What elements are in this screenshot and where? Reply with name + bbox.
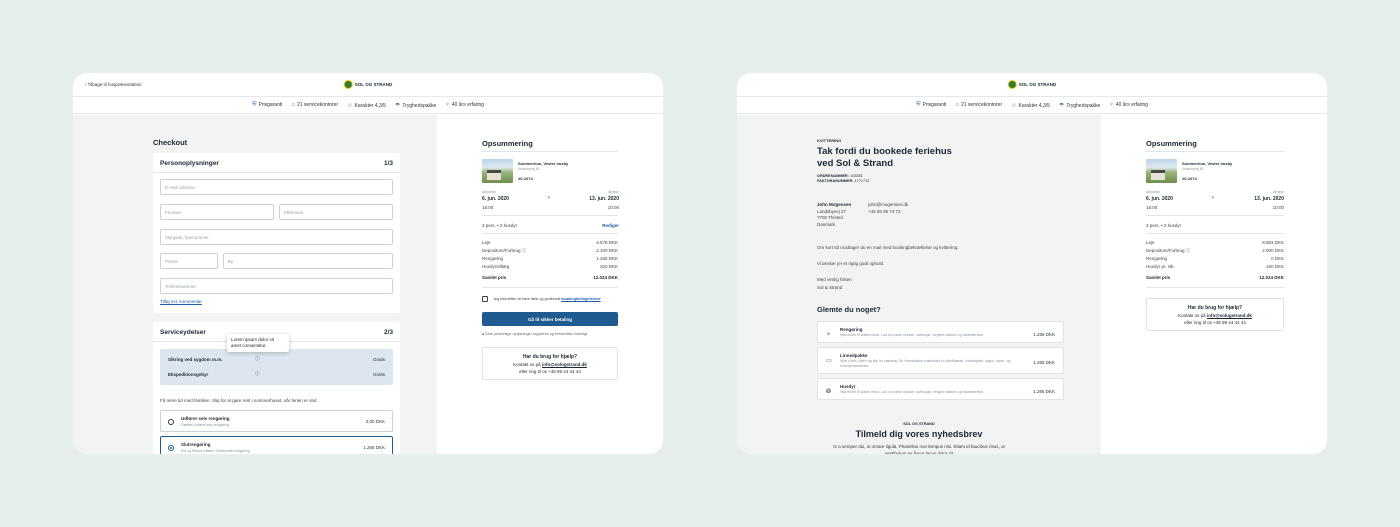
house-thumbnail (482, 159, 513, 183)
top-bar (737, 73, 1327, 97)
house-address: Vollerbyvej 81 (1182, 167, 1204, 171)
price-line: Leje 4.578 DKK (482, 240, 618, 245)
help-email-link[interactable]: info@sologstrand.dk (541, 362, 587, 367)
depart-time: 10:00 (1272, 205, 1284, 210)
summary-sidebar (1101, 115, 1327, 454)
help-box: Har du brug for hjælp? Kontakt os på info@solugstrand.dk eller ring til os +45 99 44 44 44 (1146, 298, 1284, 331)
thanks-heading: Tak fordi du bookede feriehus ved Sol & Strand (817, 146, 952, 169)
receipt-screen (737, 73, 1327, 454)
radio-button[interactable] (168, 419, 174, 425)
usp-item: ⛨ Prisgaranti (251, 101, 283, 108)
guests-summary: 3 pers. • 2 husdyr (482, 223, 518, 228)
palm-icon: ♆ (1109, 102, 1114, 108)
sun-logo-icon (344, 80, 353, 89)
forgot-title: Glemte du noget? (817, 305, 881, 314)
service-label: Ekspeditionsgebyr (168, 372, 209, 377)
addon-cleaning[interactable]: ✧ Rengøring Nyd ferien til sidste minut. Lad os pudse vinduer, støvsuge, rengøre køkken og badeværelse. 1.265 DKK (817, 321, 1064, 343)
usp-item: ⛨ Prisgaranti (915, 101, 947, 108)
privacy-note: 🔒︎ Dine personlige oplysninger krypteres og behandles fortroligt. (482, 332, 589, 336)
service-price: Gratis (372, 372, 385, 377)
checkout-title: Checkout (153, 138, 188, 147)
sun-logo-icon (1008, 80, 1017, 89)
house-name: Sommerhus, Vester husby (518, 161, 569, 166)
terms-link[interactable]: bookingbetingelserne (561, 297, 601, 301)
umbrella-icon: ☂ (1058, 102, 1065, 109)
arrive-label: Ankomst (482, 190, 496, 194)
arrive-label: Ankomst (1146, 190, 1160, 194)
top-bar (73, 73, 663, 97)
info-icon[interactable]: ⓘ (255, 371, 260, 376)
lastname-field[interactable]: Efternavn (279, 204, 393, 220)
office-icon: ⌂ (291, 102, 295, 108)
addon-pets[interactable]: ❂ Husdyr Nyd ferien til sidste minut. Lad os pudse vinduer, støvsuge, rengøre køkken og badeværelse. 1.265 DKK (817, 378, 1064, 400)
house-address: Vollerbyvej 81 (518, 167, 540, 171)
newsletter-title: Tilmeld dig vores nyhedsbrev (855, 429, 983, 439)
customer-address: John Mogensen Landsbyvej 27 7700 Thisted Danmark (817, 202, 852, 227)
total-price: Samlet pris 12.024 DKK (482, 275, 618, 280)
depart-date: 13. jun. 2020 (1254, 196, 1284, 202)
usp-item: ☂ Tryghedspakke (1058, 102, 1101, 109)
newsletter-brand: SOL OG STRAND (903, 422, 935, 426)
usp-item: ☂ Tryghedspakke (394, 102, 437, 109)
info-icon[interactable]: ⓘ (255, 356, 260, 361)
step-indicator: 1/3 (383, 160, 393, 167)
star-icon: ☆ (1011, 102, 1017, 109)
arrow-right-icon: › (1212, 195, 1214, 201)
edit-link[interactable]: Rediger (602, 223, 619, 228)
pay-button[interactable]: Gå til sikker betaling (482, 312, 618, 326)
usp-item: ⌂ 21 servicekontorer (291, 102, 339, 108)
street-field[interactable]: Vej/gade, husnummer (160, 229, 393, 245)
total-price: Samlet pris 12.024 DKK (1146, 275, 1284, 280)
section-title: Serviceydelser (160, 329, 206, 336)
personal-info-section (153, 153, 400, 313)
brand-logo[interactable]: SOL OG STRAND (344, 80, 392, 89)
depart-label: Afrejse (1273, 190, 1284, 194)
step-indicator: 2/3 (383, 329, 393, 336)
radio-button-selected[interactable] (168, 445, 174, 451)
house-id: 20-1074 (1182, 176, 1197, 181)
services-intro: Få mere tid med familien. Slip for at gøre rent i sommerhuset, når ferien er slut. (160, 398, 318, 403)
paw-icon: ❂ (826, 389, 832, 395)
phone-field[interactable]: Telefonnummer (160, 278, 393, 294)
usp-bar (737, 97, 1327, 114)
palm-icon: ♆ (445, 102, 450, 108)
brand-logo[interactable]: SOL OG STRAND (1008, 80, 1056, 89)
tooltip: Lorem ipsum dolor sit amet consectetur. (227, 334, 289, 352)
service-price: Gratis (372, 357, 385, 362)
newsletter-text: In a semper dui, in ornare ligula. Phasellus non tempus nisi. Etiam id faucibus risus, ut vestibulum ex fusce lacus dolor sit (833, 444, 1005, 454)
checkout-screen (73, 73, 663, 454)
signature: Med venlig hilsen Sol & Strand (817, 277, 852, 290)
depart-date: 13. jun. 2020 (589, 196, 619, 202)
included-services (160, 349, 393, 385)
star-icon: ☆ (347, 102, 353, 109)
price-line: Rengøring 1.265 DKK (482, 256, 618, 261)
info-icon[interactable]: ⓘ (1185, 248, 1191, 253)
terms-checkbox[interactable] (482, 296, 488, 302)
terms-text: Jeg bekræfter at have læst og godkendt bookingbetingelserne (493, 297, 601, 301)
depart-time: 10:00 (607, 205, 619, 210)
newsletter-section (737, 422, 1101, 454)
price-line: Husdyr pr. stk. 160 DKK (1146, 264, 1284, 269)
help-email-link[interactable]: info@solugstrand.dk (1206, 313, 1252, 318)
shield-icon: ⛨ (915, 101, 921, 108)
cleaning-option-final[interactable]: Slutrengøring Sol og Strand udfører Slutafsluttet rengøring 1.265 DKK (160, 436, 393, 454)
city-field[interactable]: By (223, 253, 393, 269)
chevron-left-icon: ‹ (85, 82, 88, 87)
help-phone: eller ring til os +45 99 44 44 44 (1184, 320, 1246, 325)
firstname-field[interactable]: Fornavn (160, 204, 274, 220)
house-id: 20-1074 (518, 176, 533, 181)
wish-message: Vi ønsker jer et rigtig godt ophold. (817, 261, 885, 266)
add-comment-link[interactable]: Tilføj evt. kommentar (160, 299, 202, 304)
bed-icon: ▭ (826, 358, 832, 364)
addon-linen[interactable]: ▭ Linnedpakke Spar plads i bilen og slip for vasketøj. En linnedpakke indeholder to håndklæder, viskestykke, lagen, dyner- og hovedpudebetræk. 1.265 DKK (817, 347, 1064, 374)
arrow-right-icon: › (548, 195, 550, 201)
usp-item: ☆ Karakter 4,3/5 (347, 102, 386, 109)
zip-field[interactable]: Postnr. (160, 253, 218, 269)
usp-item: ☆ Karakter 4,3/5 (1011, 102, 1050, 109)
depart-label: Afrejse (608, 190, 619, 194)
summary-sidebar (437, 115, 663, 454)
customer-contact: john@mogensen.dk +45 95 95 74 72 (868, 202, 909, 214)
price-line: Husdyrstillæg 320 DKK (482, 264, 618, 269)
lock-icon: 🔒︎ (482, 332, 486, 336)
cleaning-option-self[interactable]: Udfører selv rengøring Gæsten udfører selv rengøring 0,00 DKK (160, 410, 393, 432)
service-label: Sikring ved sygdom m.m. (168, 357, 223, 362)
help-title: Har du brug for hjælp? (1187, 305, 1243, 311)
receipt-main (737, 115, 1101, 454)
broom-icon: ✧ (826, 332, 832, 338)
umbrella-icon: ☂ (394, 102, 401, 109)
confirmation-message: Om kort tid modtager du en mail med bookingbekræftelse og kvittering. (817, 245, 959, 250)
help-box: Har du brug for hjælp? Kontakt os på info@sologstrand.dk eller ring til os +45 99 44 44 44 (482, 347, 618, 380)
help-phone: eller ring til os +45 99 44 44 44 (519, 369, 581, 374)
arrive-date: 6. jun. 2020 (482, 196, 509, 202)
info-icon[interactable]: ⓘ (521, 248, 527, 253)
house-name: Sommerhus, Vester husby (1182, 161, 1233, 166)
usp-bar (73, 97, 663, 114)
office-icon: ⌂ (955, 102, 959, 108)
arrive-time: 16:00 (1146, 205, 1158, 210)
shield-icon: ⛨ (251, 101, 257, 108)
checkout-main (73, 115, 437, 454)
help-title: Har du brug for hjælp? (522, 354, 578, 360)
house-thumbnail (1146, 159, 1177, 183)
arrive-time: 16:00 (482, 205, 494, 210)
price-line: Rengøring 0 DKK (1146, 256, 1284, 261)
usp-item: ⌂ 21 servicekontorer (955, 102, 1003, 108)
arrive-date: 6. jun. 2020 (1146, 196, 1173, 202)
price-line: Leje 8.863 DKK (1146, 240, 1284, 245)
summary-title: Opsummering (482, 139, 533, 148)
usp-item: ♆ 40 års erfaring (445, 102, 485, 108)
email-field[interactable]: E-mail adresse (160, 179, 393, 195)
usp-item: ♆ 40 års erfaring (1109, 102, 1149, 108)
price-line: Depositum/Forbrug ⓘ 2.100 DKK (482, 248, 618, 253)
guests-summary: 3 pers. • 2 husdyr (1146, 223, 1182, 228)
receipt-label: KVITTERING (817, 138, 842, 143)
price-line: Depositum/Forbrug ⓘ 2.000 DKK (1146, 248, 1284, 253)
back-link[interactable]: ‹ Tilbage til huspræsentation (85, 82, 142, 87)
section-title: Personoplysninger (160, 160, 219, 167)
order-numbers: ORDRENUMMER: 103351 FAKTURANUMMER: 1771712 (817, 174, 870, 183)
summary-title: Opsummering (1146, 139, 1197, 148)
